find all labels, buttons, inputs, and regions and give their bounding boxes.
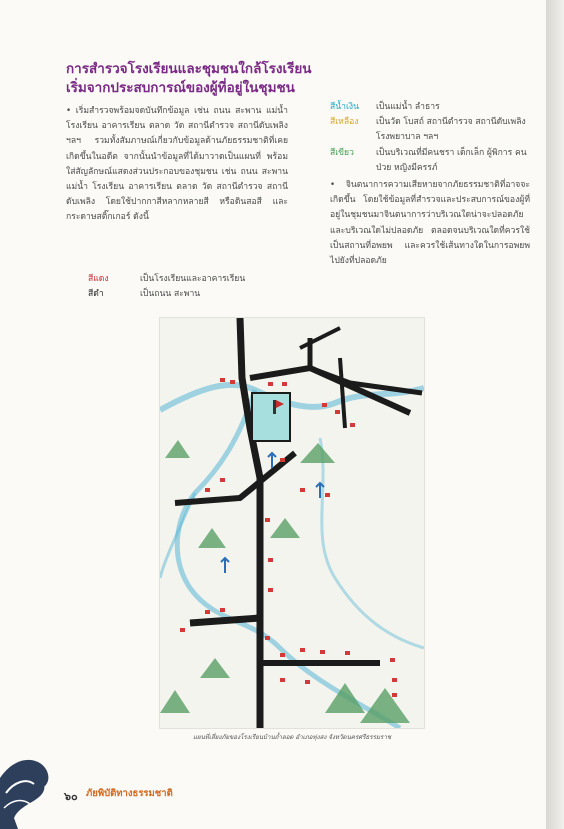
school-compound <box>252 393 290 441</box>
legend-key: สีดำ <box>88 289 104 300</box>
legend-item-green <box>330 146 530 176</box>
page-gutter-shadow <box>546 0 564 829</box>
footer-title: ภัยพิบัติทางธรรมชาติ <box>86 788 173 799</box>
legend-key: สีเหลือง <box>330 117 359 128</box>
section-heading <box>66 60 312 98</box>
legend-item-black <box>88 287 288 302</box>
wave-decoration <box>0 748 62 829</box>
legend-item-red <box>88 272 288 287</box>
road-south-west <box>190 618 260 623</box>
legend-value: เป็นถนน สะพาน <box>140 289 201 300</box>
legend-value: เป็นบริเวณที่มีคนชรา เด็กเล็ก ผู้พิการ คนป่วย หญิงมีครรภ์ <box>376 147 527 173</box>
left-column <box>66 104 288 226</box>
legend-item-yellow <box>330 115 530 145</box>
map-drawing <box>160 318 424 728</box>
left-paragraph: • เริ่มสำรวจพร้อมจดบันทึกข้อมูล เช่น ถนน สะพาน แม่น้ำ โรงเรียน อาคารเรียน ตลาด วัด สถานีตำรวจ สถานีดับเพลิง ฯลฯ รวมทั้งสัมภาษณ์เกี่ยวกับข้อมูลด้านภัยธรรมชาติที่เคยเกิดขึ้นในอดีต จากนั้นนำข้อมูลที่ได้มาวาดเป็นแผนที่ พร้อมใส่สัญลักษณ์แสดงส่วนประกอบของชุมชน เช่น ถนน สะพาน แม่น้ำ โรงเรียน อาคารเรียน ตลาด วัด สถานีตำรวจ สถานีดับเพลิง โดยใช้ปากกาสีหลากหลายสี หรือดินสอสี และกระดาษสติ๊กเกอร์ ดังนี้ <box>66 106 288 223</box>
legend-value: เป็นวัด โบสถ์ สถานีตำรวจ สถานีดับเพลิง โรงพยาบาล ฯลฯ <box>376 117 526 143</box>
legend-value: เป็นแม่น้ำ ลำธาร <box>376 102 440 112</box>
legend-item-blue <box>330 100 530 115</box>
legend-value: เป็นโรงเรียนและอาคารเรียน <box>140 274 246 284</box>
map-caption: แผนที่เสี่ยงภัยของโรงเรียนบ้านถ้ำลอด อำเภอทุ่งสง จังหวัดนครศรีธรรมราช <box>192 734 392 741</box>
legend-key: สีน้ำเงิน <box>330 102 359 112</box>
heading-line-2: เริ่มจากประสบการณ์ของผู้ที่อยู่ในชุมชน <box>66 80 295 96</box>
heading-line-1: การสำรวจโรงเรียนและชุมชนใกล้โรงเรียน <box>66 61 312 77</box>
right-paragraph: • จินตนาการความเสียหายจากภัยธรรมชาติที่อาจจะเกิดขึ้น โดยใช้ข้อมูลที่สำรวจและประสบการณ์ของผู้ที่อยู่ในชุมชนมาจินตนาการว่าบริเวณใดน่าจะปลอดภัยและบริเวณใดไม่ปลอดภัย ตลอดจนบริเวณใดที่ควรใช้เป็นสถานที่อพยพ และควรใช้เส้นทางใดในการอพยพไปยังที่ปลอดภัย <box>330 180 530 267</box>
right-column <box>330 100 530 269</box>
legend-key: สีเขียว <box>330 147 354 158</box>
flagpole <box>273 400 276 414</box>
color-legend-left <box>88 272 288 302</box>
page-number: ๖๐ <box>64 790 78 803</box>
community-risk-map <box>160 318 424 728</box>
legend-key: สีแดง <box>88 274 109 284</box>
